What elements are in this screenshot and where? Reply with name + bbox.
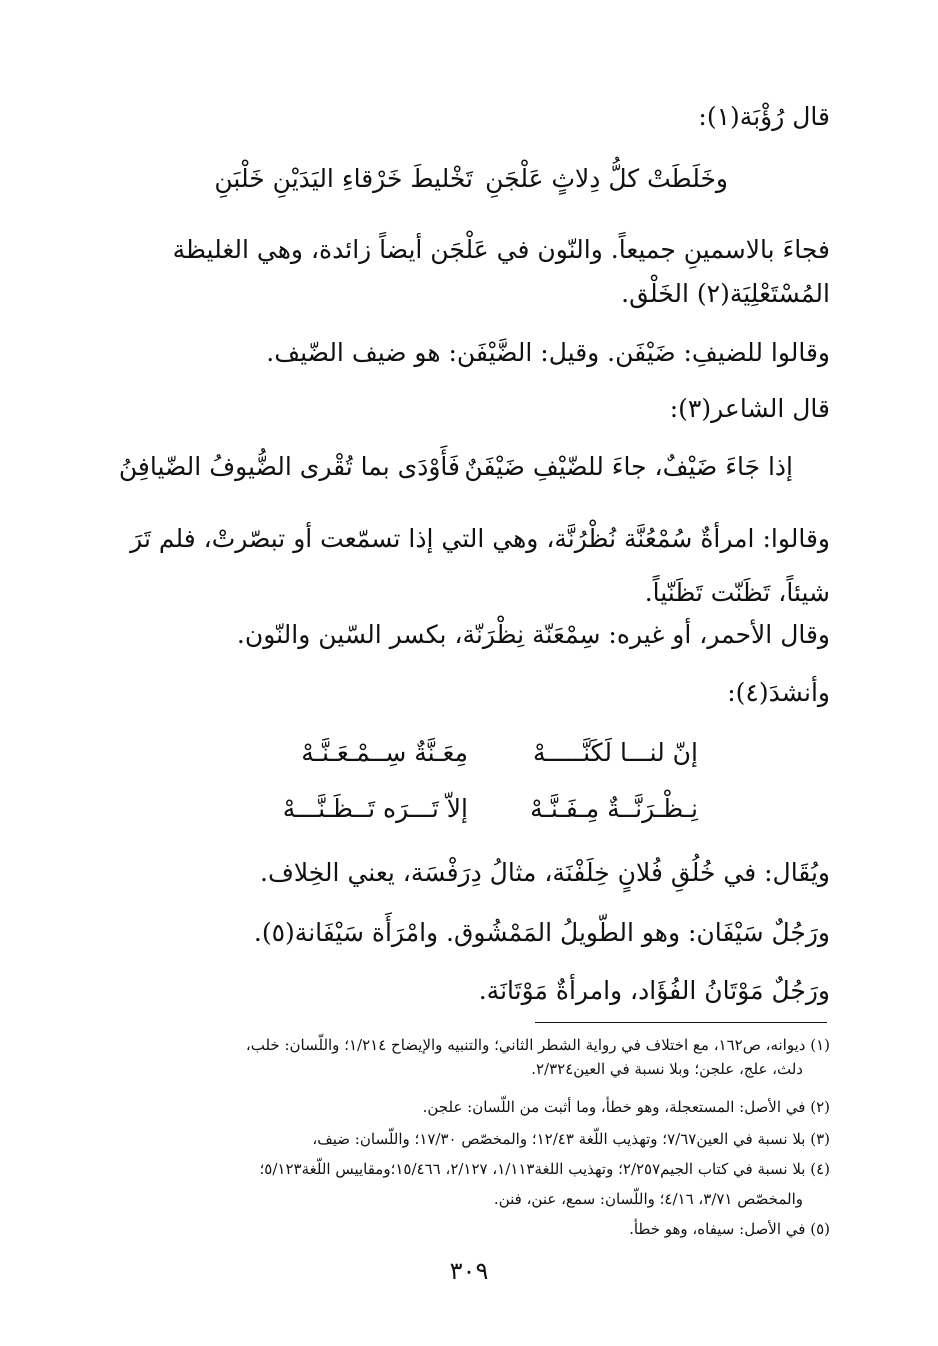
paragraph-alajan: فجاءَ بالاسمينِ جميعاً. والنّون في عَلْجَن أيضاً زائدة، وهي الغليظة المُسْتَعْلِيَة(٢) الخَلْق. bbox=[172, 235, 830, 308]
line-sayfan: ورَجُلٌ سَيْفَان: وهو الطّويلُ المَمْشُوق. وامْرَأَة سَيْفَانة(٥). bbox=[253, 918, 830, 947]
verse-2-second-hemistich: فَأَوْدَى بما تُقْرى الضُّيوفُ الضّيافِنُ bbox=[118, 452, 460, 481]
verse-1-first-hemistich: وخَلَطَتْ كلُّ دِلاثٍ عَلْجَنِ bbox=[485, 164, 728, 193]
line-khilafna: ويُقَال: في خُلُقِ فُلانٍ خِلَفْنَة، مثالُ دِرَفْسَة، يعني الخِلاف. bbox=[260, 858, 830, 887]
line-mawtan: ورَجُلٌ مَوْتَانُ الفُؤَاد، وامرأةٌ مَوْتَانَة. bbox=[478, 976, 830, 1005]
paragraph-sumunna: وقالوا: امرأةٌ سُمْعُنَّة نُظْرُنَّة، وهي التي إذا تسمّعت أو تبصّرتْ، فلم تَرَ شيئاً، تَظَنّت تَظَنّياً. bbox=[130, 524, 830, 607]
footnote-5: (٥) في الأصل: سيفاه، وهو خطأ. bbox=[629, 1220, 830, 1238]
footnote-1-line-1: (١) ديوانه، ص١٦٢، مع اختلاف في رواية الشطر الثاني؛ والتنبيه والإيضاح ١/٢١٤؛ واللّسان: خلب، bbox=[245, 1036, 830, 1054]
quote-intro-ruba: قال رُؤْبَة(١): bbox=[698, 102, 830, 131]
verse-2-first-hemistich: إذا جَاءَ ضَيْفٌ، جاءَ للضّيْفِ ضَيْفَنٌ bbox=[464, 452, 793, 481]
verse-3-second-hemistich: مِعَـنَّةٌ سِــمْـعَـنَّـهْ bbox=[301, 738, 468, 767]
verse-4-first-hemistich: نِـظْـرَنَّــةٌ مِـفَـنَّـهْ bbox=[530, 794, 698, 823]
footnote-2: (٢) في الأصل: المستعجلة، وهو خطأ، وما أثبت من اللّسان: علجن. bbox=[422, 1098, 830, 1116]
verse-3-first-hemistich: إنّ لنـــا لَكَنَّـــــهْ bbox=[533, 738, 698, 767]
quote-intro-poet: قال الشاعر(٣): bbox=[669, 394, 830, 423]
footnote-3: (٣) بلا نسبة في العين٧/٦٧؛ وتهذيب اللّغة ١٢/٤٣؛ والمخصّص ١٧/٣٠؛ واللّسان: ضيف، bbox=[312, 1130, 830, 1148]
footnote-separator bbox=[535, 1022, 827, 1023]
footnote-4-line-2: والمخصّص ٣/٧١، ٤/١٦؛ واللّسان: سمع، عنن، فنن. bbox=[493, 1190, 803, 1208]
verse-4-second-hemistich: إلاّ تَـــرَه تَــظَـنَّـــهْ bbox=[282, 794, 468, 823]
line-dayfan: وقالوا للضيفِ: ضَيْفَن. وقيل: الضَّيْفَن: هو ضيف الضّيف. bbox=[266, 338, 830, 367]
footnote-1-line-2: دلث، علج، علجن؛ وبلا نسبة في العين٢/٣٢٤. bbox=[531, 1060, 803, 1078]
verse-1-second-hemistich: تَخْليطَ خَرْقاءِ اليَدَيْنِ خَلْبَنِ bbox=[214, 164, 473, 193]
line-ahmar: وقال الأحمر، أو غيره: سِمْعَنّة نِظْرَنّة، بكسر السّين والنّون. bbox=[236, 620, 830, 649]
page-number: ٣٠٩ bbox=[449, 1257, 489, 1285]
quote-intro-recited: وأنشدَ(٤): bbox=[727, 678, 830, 707]
footnote-4-line-1: (٤) بلا نسبة في كتاب الجيم٢/٢٥٧؛ وتهذيب اللغة١/١١٣، ٢/١٢٧، ١٥/٤٦٦؛ومقاييس اللّغة٥/١٢٣؛ bbox=[259, 1160, 830, 1178]
